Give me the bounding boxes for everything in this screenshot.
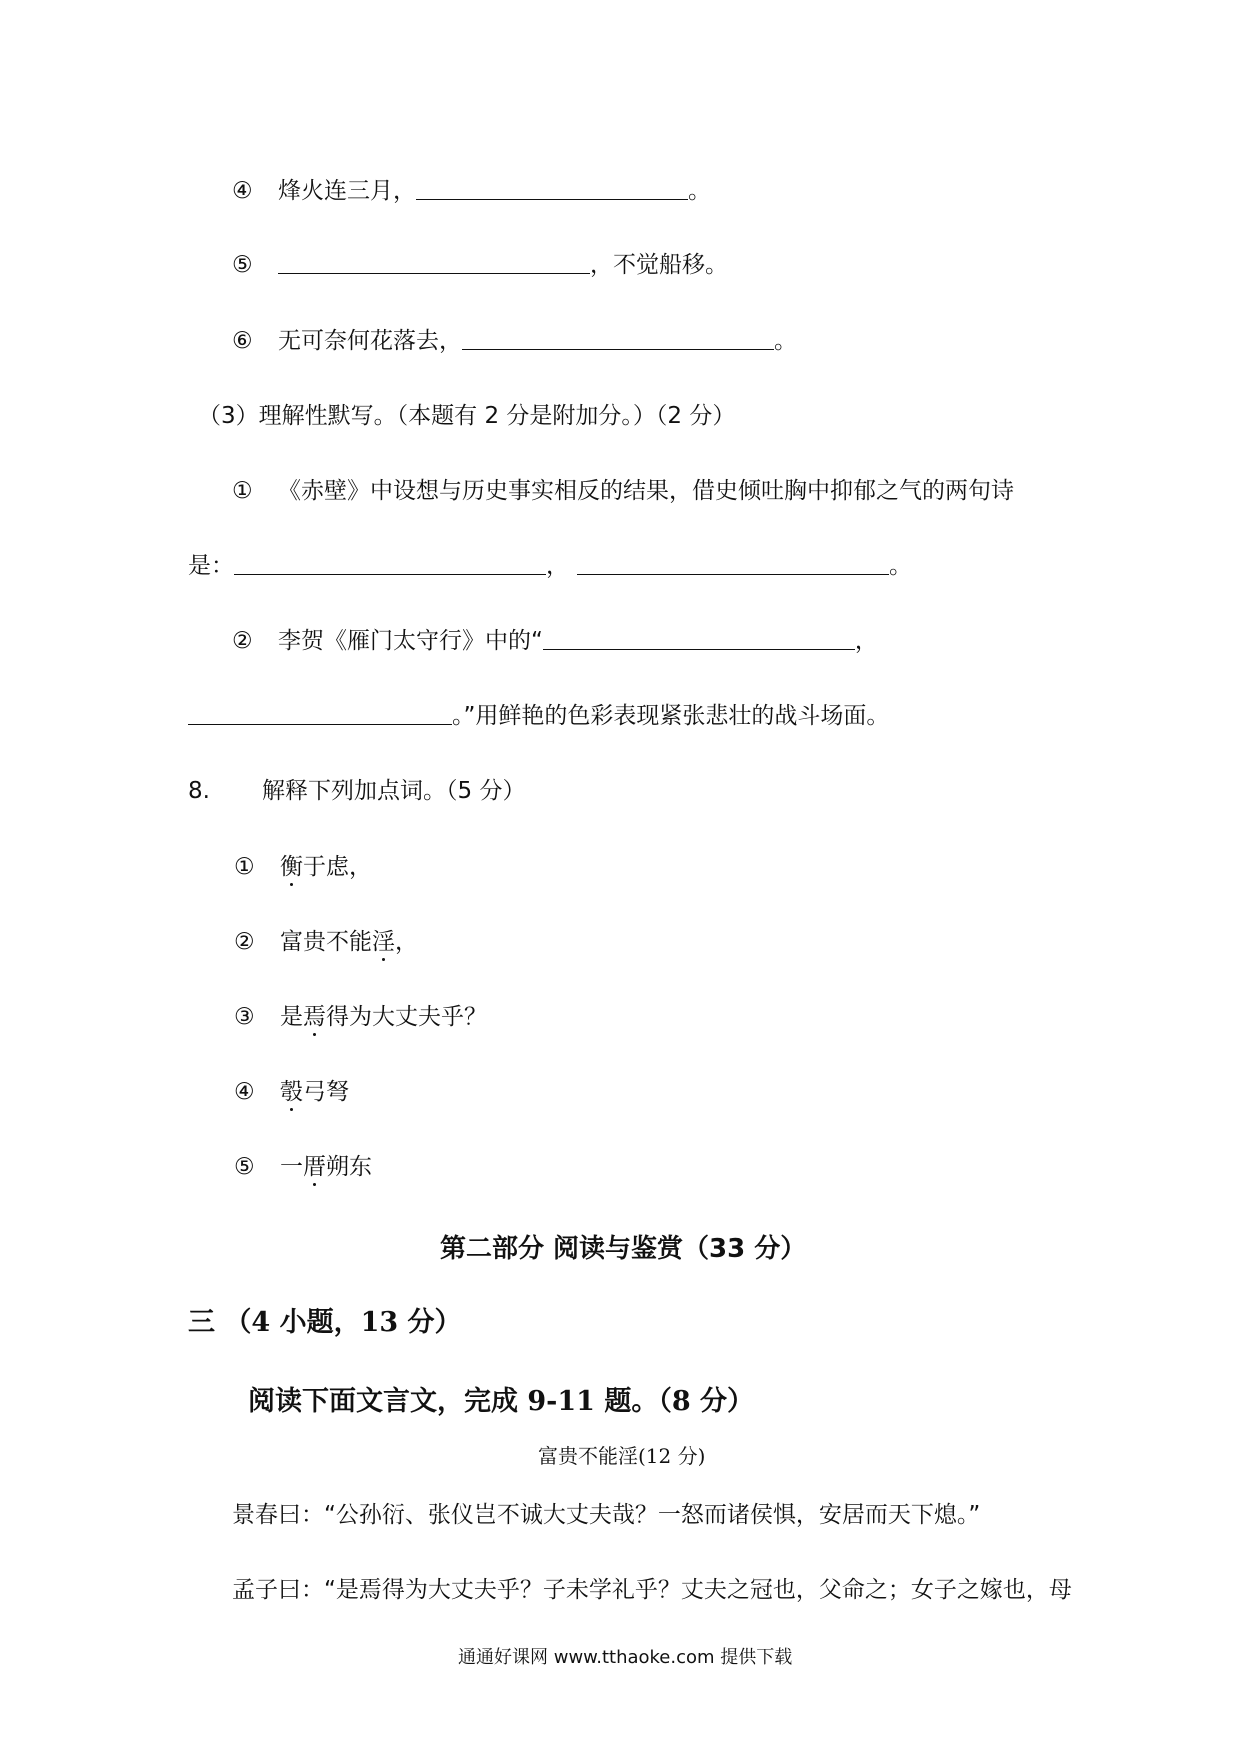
answer-blank[interactable] <box>462 329 774 350</box>
dotted-word: 淫 <box>372 929 395 955</box>
item-marker: ① <box>232 478 253 504</box>
passage-line-1: 景春曰：“公孙衍、张仪岂不诚大丈夫哉？一怒而诸侯惧，安居而天下熄。” <box>232 1502 981 1528</box>
item-suffix: ，不觉船移。 <box>590 252 728 278</box>
item-marker: ② <box>232 628 253 654</box>
item-marker: ② <box>234 929 255 955</box>
passage-title: 富贵不能淫(12 分) <box>538 1444 706 1468</box>
passage-line-2: 孟子曰：“是焉得为大丈夫乎？子未学礼乎？丈夫之冠也，父命之；女子之嫁也，母 <box>232 1577 1072 1603</box>
item-suffix: 。 <box>774 328 797 354</box>
question-8-heading <box>188 776 525 806</box>
question-text: 《赤壁》中设想与历史事实相反的结果，借史倾吐胸中抑郁之气的两句诗 <box>278 478 1014 504</box>
q8-item-4: ④ 彀弓弩 <box>234 1079 349 1105</box>
answer-blank[interactable] <box>543 629 855 650</box>
section-3-heading: 三 （4 小题，13 分） <box>188 1307 462 1338</box>
dotted-word: 彀 <box>280 1079 303 1105</box>
part-2-title: 第二部分 阅读与鉴赏（33 分） <box>440 1234 807 1264</box>
q8-item-3: ③ 是焉得为大丈夫乎？ <box>234 1004 487 1030</box>
comprehension-q2 <box>232 626 878 656</box>
answer-blank[interactable] <box>188 704 452 725</box>
question-number: 8. <box>188 778 210 804</box>
footer-source: 通通好课网 www.tthaoke.com 提供下载 <box>458 1647 793 1668</box>
end-mark: 。 <box>889 553 912 579</box>
fill-item-4 <box>232 176 711 206</box>
question-text: 解释下列加点词。（5 分） <box>262 778 526 804</box>
continuation-text: 。”用鲜艳的色彩表现紧张悲壮的战斗场面。 <box>452 703 890 729</box>
q8-item-2: ② 富贵不能淫， <box>234 929 418 955</box>
item-marker: ⑤ <box>234 1154 255 1180</box>
comprehension-q2-continuation <box>188 701 889 731</box>
item-prefix: 无可奈何花落去， <box>278 328 462 354</box>
reading-instruction: 阅读下面文言文，完成 9-11 题。（8 分） <box>248 1386 755 1417</box>
answer-blank[interactable] <box>416 179 688 200</box>
comprehension-q1-answer <box>188 551 912 581</box>
answer-prefix: 是： <box>188 553 234 579</box>
answer-blank[interactable] <box>278 253 590 274</box>
q8-item-5: ⑤ 一厝朔东 <box>234 1154 372 1180</box>
separator: ， <box>546 553 569 579</box>
item-prefix: 烽火连三月， <box>278 178 416 204</box>
dotted-word: 焉 <box>303 1004 326 1030</box>
item-marker: ① <box>234 854 255 880</box>
answer-blank[interactable] <box>234 554 546 575</box>
item-suffix: 。 <box>688 178 711 204</box>
dotted-word: 厝 <box>303 1154 326 1180</box>
dotted-word: 衡 <box>280 854 303 880</box>
q8-item-1: ① 衡于虑， <box>234 854 372 880</box>
comprehension-heading: （3）理解性默写。（本题有 2 分是附加分。）（2 分） <box>198 403 736 429</box>
fill-item-5 <box>232 250 728 280</box>
item-marker: ⑥ <box>232 328 253 354</box>
question-text: 李贺《雁门太守行》中的“ <box>278 628 543 654</box>
item-marker: ⑤ <box>232 252 253 278</box>
separator: ， <box>854 628 878 654</box>
answer-blank[interactable] <box>577 554 889 575</box>
fill-item-6 <box>232 326 797 356</box>
item-marker: ③ <box>234 1004 255 1030</box>
item-marker: ④ <box>234 1079 255 1105</box>
comprehension-q1 <box>232 476 1014 506</box>
item-marker: ④ <box>232 178 253 204</box>
